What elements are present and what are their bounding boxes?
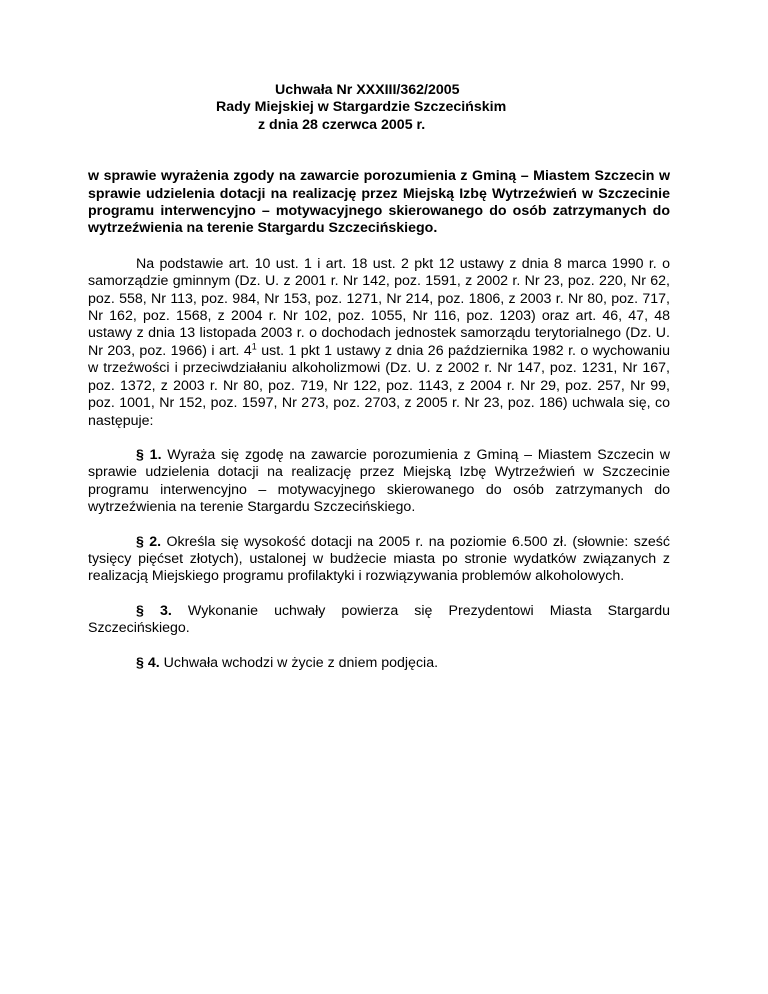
section-text: Określa się wysokość dotacji na 2005 r. na poziomie 6.500 zł. (słownie: sześć tysięcy pięćset złotych), ustalonej w budżecie miasta po stronie wydatków związanych z realizacją Miejskiego programu profilaktyki i rozwiązywania problemów alkoholowych.: [88, 533, 670, 585]
legal-basis-paragraph: [88, 256, 670, 430]
resolution-date: z dnia 28 czerwca 2005 r.: [258, 116, 426, 133]
resolution-heading: [88, 82, 670, 134]
legal-basis-text-2: ust. 1 pkt 1 ustawy z dnia 26 października 1982 r. o wychowaniu w trzeźwości i przeciwdziałaniu alkoholizmowi (Dz. U. z 2002 r. Nr 147, poz. 1231, Nr 167, poz. 1372, z 2003 r. Nr 80, poz. 719, Nr 122, poz. 1143, z 2004 r. Nr 29, poz. 257, Nr 99, poz. 1001, Nr 152, poz. 1597, Nr 273, poz. 2703, z 2005 r. Nr 23, poz. 186) uchwala się, co następuje:: [88, 342, 670, 429]
resolution-subject: w sprawie wyrażenia zgody na zawarcie porozumienia z Gminą – Miastem Szczecin w sprawie udzielenia dotacji na realizację przez Miejską Izbę Wytrzeźwień w Szczecinie programu interwencyjno – motywacyjnego skierowanego do osób zatrzymanych do wytrzeźwienia na terenie Stargardu Szczecińskiego.: [88, 168, 670, 237]
section-1: [88, 447, 670, 517]
article-superscript: 1: [251, 341, 257, 352]
section-number: § 1.: [136, 446, 162, 463]
section-number: § 3.: [136, 602, 172, 619]
legal-basis-text-1: Na podstawie art. 10 ust. 1 i art. 18 ust. 2 pkt 12 ustawy z dnia 8 marca 1990 r. o samorządzie gminnym (Dz. U. z 2001 r. Nr 142, poz. 1591, z 2002 r. Nr 23, poz. 220, Nr 62, poz. 558, Nr 113, poz. 984, Nr 153, poz. 1271, Nr 214, poz. 1806, z 2003 r. Nr 80, poz. 717, Nr 162, poz. 1568, z 2004 r. Nr 102, poz. 1055, Nr 116, poz. 1203) oraz art. 46, 47, 48 ustawy z dnia 13 listopada 2003 r. o dochodach jednostek samorządu terytorialnego (Dz. U. Nr 203, poz. 1966) i art. 4: [88, 255, 670, 359]
section-3: [88, 603, 670, 638]
section-number: § 4.: [136, 654, 160, 671]
section-text: Wyraża się zgodę na zawarcie porozumienia z Gminą – Miastem Szczecin w sprawie udzielenia dotacji na realizację przez Miejską Izbę Wytrzeźwień w Szczecinie programu interwencyjno – motywacyjnego skierowanego do osób zatrzymanych do wytrzeźwienia na terenie Stargardu Szczecińskiego.: [88, 446, 670, 516]
section-text: Uchwała wchodzi w życie z dniem podjęcia.: [159, 654, 439, 671]
section-text: Wykonanie uchwały powierza się Prezydentowi Miasta Stargardu Szczecińskiego.: [88, 602, 670, 637]
section-number: § 2.: [136, 533, 162, 550]
issuing-council: Rady Miejskiej w Stargardzie Szczecińskim: [216, 99, 507, 116]
resolution-number: Uchwała Nr XXXIII/362/2005: [275, 82, 460, 98]
document-page: [88, 82, 670, 672]
section-2: [88, 534, 670, 586]
section-4: [88, 655, 670, 672]
